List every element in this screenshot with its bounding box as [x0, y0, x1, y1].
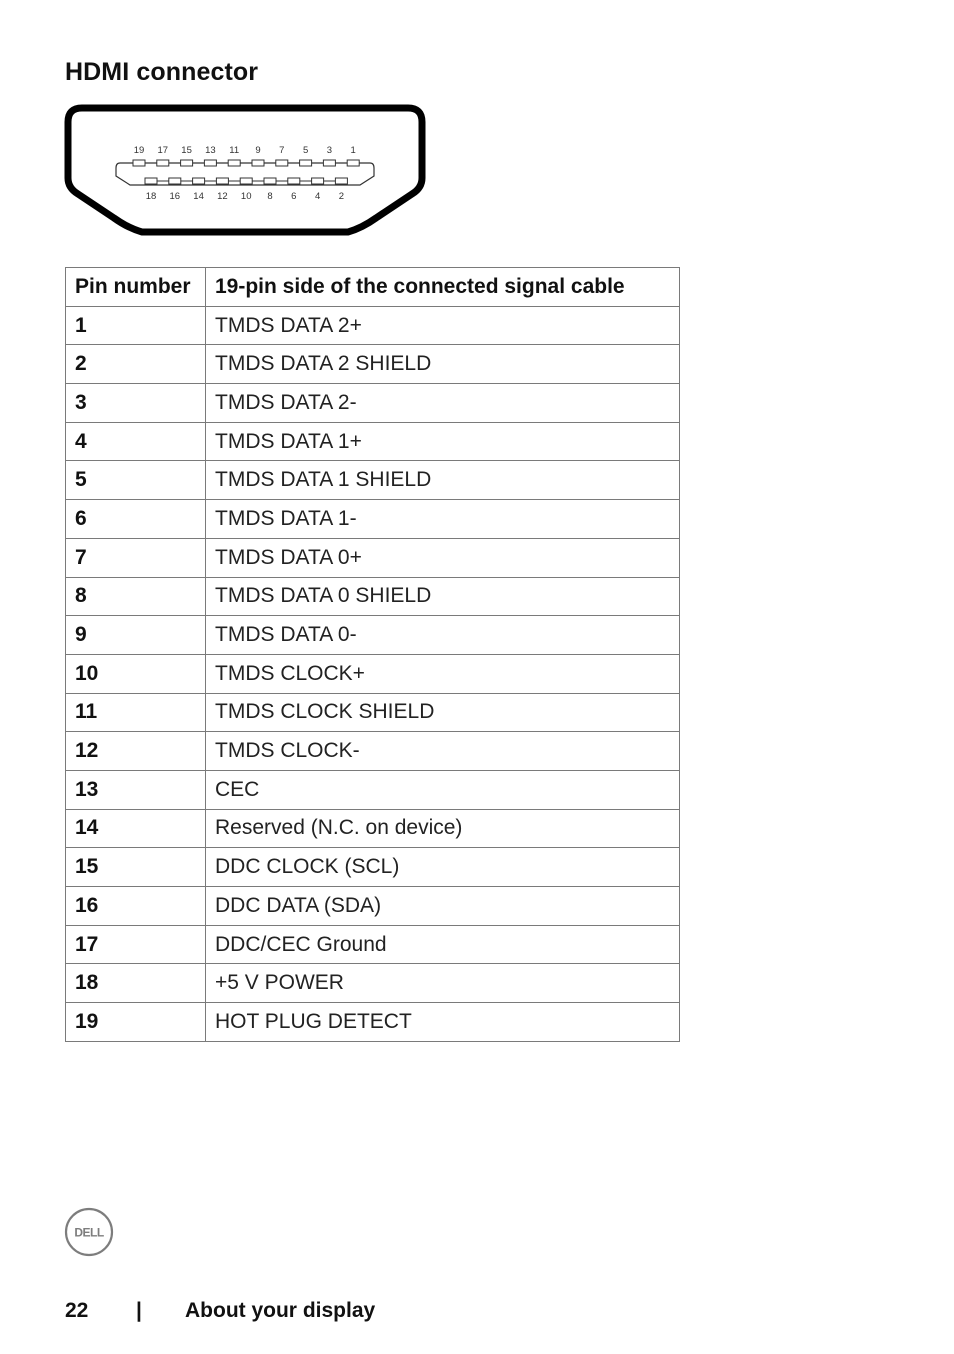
- signal-cell: Reserved (N.C. on device): [206, 809, 680, 848]
- pin-pad: [288, 178, 300, 184]
- pin-pad: [133, 160, 145, 166]
- table-row: [66, 770, 680, 809]
- pin-pad: [300, 160, 312, 166]
- pin-label: 17: [157, 145, 169, 156]
- pin-pad: [252, 160, 264, 166]
- page-number: 22: [65, 1299, 89, 1322]
- pin-pad: [347, 160, 359, 166]
- signal-cell: TMDS CLOCK+: [206, 654, 680, 693]
- signal-cell: HOT PLUG DETECT: [206, 1003, 680, 1042]
- pin-number-cell: 1: [66, 306, 206, 345]
- pin-label: 8: [267, 191, 273, 202]
- pin-pad: [204, 160, 216, 166]
- pin-pad: [323, 160, 335, 166]
- pin-pad: [264, 178, 276, 184]
- signal-cell: TMDS DATA 0-: [206, 616, 680, 655]
- pin-pad: [276, 160, 288, 166]
- signal-cell: TMDS DATA 1 SHIELD: [206, 461, 680, 500]
- pin-number-cell: 19: [66, 1003, 206, 1042]
- pin-number-cell: 16: [66, 887, 206, 926]
- table-row: [66, 887, 680, 926]
- header-signal: 19-pin side of the connected signal cable: [206, 268, 680, 307]
- signal-cell: CEC: [206, 770, 680, 809]
- table-row: [66, 654, 680, 693]
- hdmi-connector-diagram: [64, 104, 426, 244]
- pin-number-cell: 8: [66, 577, 206, 616]
- signal-cell: TMDS DATA 2-: [206, 384, 680, 423]
- signal-cell: TMDS DATA 1-: [206, 500, 680, 539]
- pin-label: 12: [217, 191, 228, 202]
- pin-label: 1: [350, 145, 356, 156]
- pin-label: 18: [145, 191, 157, 202]
- signal-cell: TMDS DATA 1+: [206, 422, 680, 461]
- pin-pad: [157, 160, 169, 166]
- bottom-pin-row: [145, 178, 347, 202]
- table-row: [66, 384, 680, 423]
- pin-pad: [145, 178, 157, 184]
- table-row: [66, 577, 680, 616]
- header-pin-number: Pin number: [66, 268, 206, 307]
- table-row: [66, 809, 680, 848]
- table-row: [66, 925, 680, 964]
- pin-label: 3: [326, 145, 333, 156]
- pin-number-cell: 10: [66, 654, 206, 693]
- table-row: [66, 306, 680, 345]
- signal-cell: DDC DATA (SDA): [206, 887, 680, 926]
- pin-number-cell: 9: [66, 616, 206, 655]
- dell-logo: [64, 1207, 114, 1257]
- pin-pad: [181, 160, 193, 166]
- pin-number-cell: 11: [66, 693, 206, 732]
- pin-label: 4: [314, 191, 321, 202]
- pin-label: 5: [302, 145, 309, 156]
- table-row: [66, 848, 680, 887]
- pin-label: 2: [338, 191, 345, 202]
- table-row: [66, 538, 680, 577]
- table-row: [66, 616, 680, 655]
- table-row: [66, 422, 680, 461]
- pin-assignment-table: [65, 267, 680, 1042]
- pin-number-cell: 14: [66, 809, 206, 848]
- signal-cell: TMDS DATA 0+: [206, 538, 680, 577]
- pin-pad: [240, 178, 252, 184]
- pin-label: 14: [193, 191, 204, 202]
- pin-number-cell: 7: [66, 538, 206, 577]
- pin-number-cell: 15: [66, 848, 206, 887]
- table-row: [66, 732, 680, 771]
- signal-cell: TMDS CLOCK-: [206, 732, 680, 771]
- svg-text:DELL: DELL: [74, 1225, 104, 1240]
- table-row: [66, 500, 680, 539]
- pin-label: 11: [229, 145, 240, 156]
- chapter-title: About your display: [185, 1299, 376, 1322]
- signal-cell: TMDS DATA 2 SHIELD: [206, 345, 680, 384]
- pin-number-cell: 17: [66, 925, 206, 964]
- pin-label: 19: [133, 145, 145, 156]
- pin-number-cell: 4: [66, 422, 206, 461]
- pin-number-cell: 5: [66, 461, 206, 500]
- pin-label: 7: [279, 145, 285, 156]
- pin-number-cell: 18: [66, 964, 206, 1003]
- pin-label: 9: [255, 145, 261, 156]
- pin-label: 6: [291, 191, 297, 202]
- signal-cell: DDC CLOCK (SCL): [206, 848, 680, 887]
- pin-number-cell: 12: [66, 732, 206, 771]
- pin-pad: [193, 178, 205, 184]
- table-row: [66, 693, 680, 732]
- pin-pad: [335, 178, 347, 184]
- pin-pad: [228, 160, 240, 166]
- table-row: [66, 964, 680, 1003]
- pin-number-cell: 6: [66, 500, 206, 539]
- pin-pad: [216, 178, 228, 184]
- signal-cell: TMDS DATA 0 SHIELD: [206, 577, 680, 616]
- pin-number-cell: 3: [66, 384, 206, 423]
- signal-cell: DDC/CEC Ground: [206, 925, 680, 964]
- pin-label: 13: [205, 145, 216, 156]
- signal-cell: +5 V POWER: [206, 964, 680, 1003]
- footer-separator: |: [136, 1299, 142, 1322]
- signal-cell: TMDS DATA 2+: [206, 306, 680, 345]
- pin-label: 16: [169, 191, 181, 202]
- connector-outline: [68, 108, 422, 232]
- pin-number-cell: 13: [66, 770, 206, 809]
- section-title: HDMI connector: [65, 58, 259, 86]
- pin-number-cell: 2: [66, 345, 206, 384]
- table-header-row: [66, 268, 680, 307]
- pin-pad: [312, 178, 324, 184]
- pin-pad: [169, 178, 181, 184]
- signal-cell: TMDS CLOCK SHIELD: [206, 693, 680, 732]
- pin-label: 10: [240, 191, 252, 202]
- table-row: [66, 345, 680, 384]
- table-row: [66, 1003, 680, 1042]
- table-row: [66, 461, 680, 500]
- pin-label: 15: [181, 145, 192, 156]
- top-pin-row: [133, 145, 359, 166]
